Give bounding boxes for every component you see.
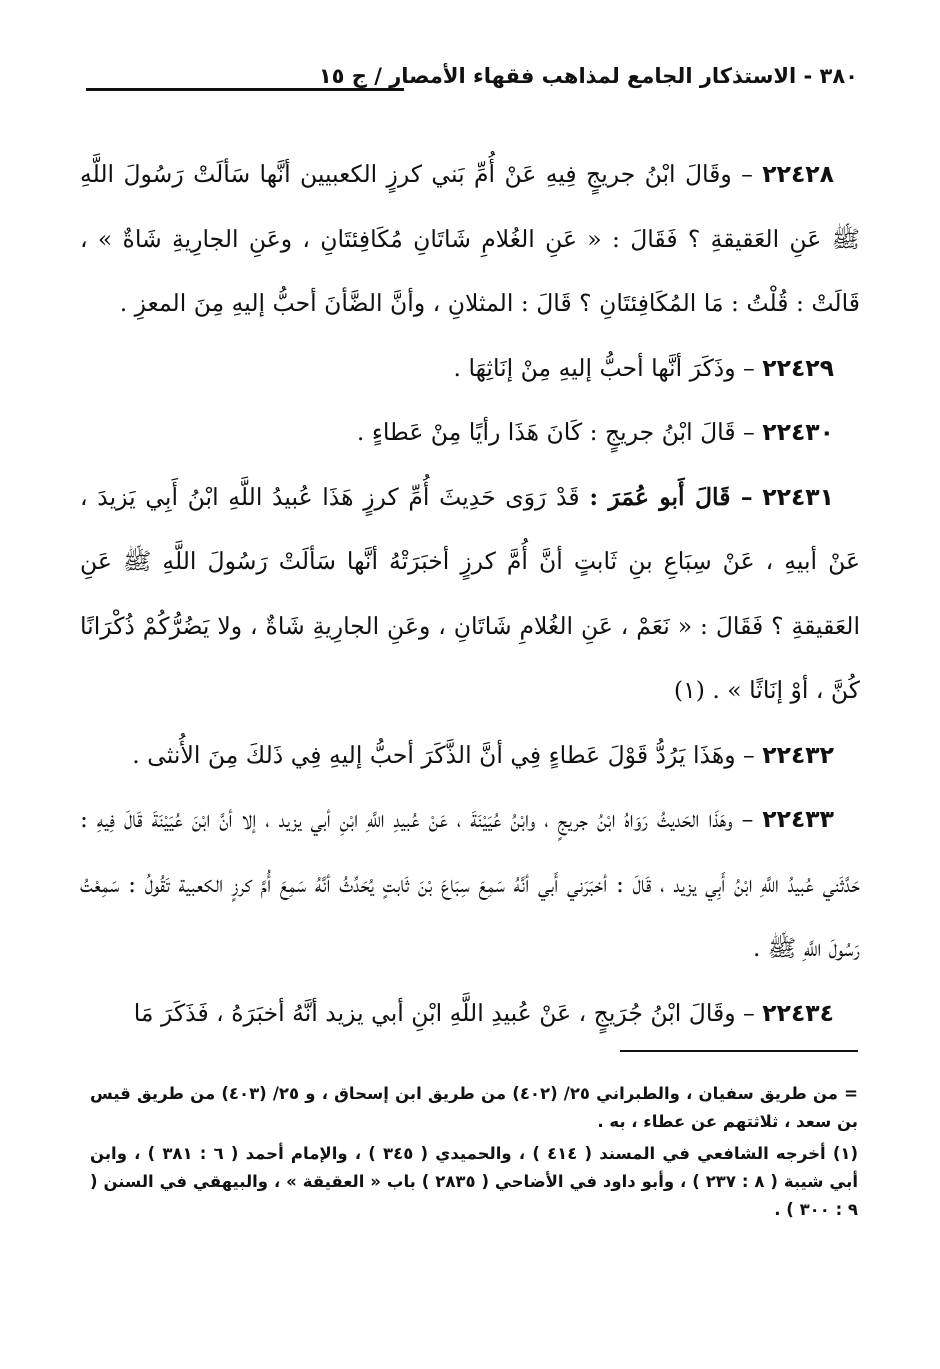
footnote-continuation: = من طريق سفيان ، والطبراني ٢٥/ (٤٠٢) من طريق ابن إسحاق ، و ٢٥/ (٤٠٣) من طريق قيس بن سعد ، ثلاثتهم عن عطاء ، به . [90,1084,859,1131]
paragraph-number: ٢٢٤٣٣ [762,805,834,833]
paragraph-22430 [80,400,860,465]
header-title: ٣٨٠ - الاستذكار الجامع لمذاهب فقهاء الأمصار / ج ١٥ [318,64,858,88]
paragraph-text: – قَالَ ابْنُ جريجٍ : كَانَ هَذَا رأيًا مِنْ عَطاءٍ . [356,418,755,446]
paragraph-text: – وهَذَا يَرُدُّ قَوْلَ عَطاءٍ فِي أنَّ الذَّكَرَ أحبُّ إليهِ فِي ذَلكَ مِنَ الأُنثى . [132,740,755,769]
paragraph-number: ٢٢٤٣١ [762,482,834,511]
paragraph-text: – وقَالَ ابْنُ جُرَيجٍ ، عَنْ عُبيدِ اللَّهِ ابْنِ أبي يزيد أنَّهُ أخبَرَهُ ، فَذَكَرَ مَا [133,998,755,1027]
footnote-1: (١) أخرجه الشافعي في المسند ( ٤١٤ ) ، والحميدي ( ٣٤٥ ) ، والإمام أحمد ( ٦ : ٣٨١ ) ، وابن أبي شيبة ( ٨ : ٢٣٧ ) ، وأبو داود في الأضاحي ( ٢٨٣٥ ) باب « العقيقة » ، والبيهقي في السنن ( ٩ : ٣٠٠ ) . [90,1144,858,1219]
paragraph-number: ٢٢٤٣٠ [762,418,834,446]
paragraph-lead: – قَالَ أَبو عُمَرَ : [589,482,753,511]
paragraph-number: ٢٢٤٣٢ [762,740,834,769]
paragraph-text: – وذَكَرَ أنَّها أحبُّ إليهِ مِنْ إنَاثِهَا . [453,353,755,382]
paragraph-22434 [80,981,860,1046]
paragraph-22432 [80,723,860,788]
paragraph-text: – وقَالَ ابْنُ جريجٍ فِيهِ عَنْ أُمِّ بَني كرزٍ الكعبيين أنَّها سَألَتْ رَسُولَ اللَّهِ ﷺ عَنِ العَقيقةِ ؟ فَقَالَ : « عَنِ الغُلامِ شَاتَانِ مُكَافِئتَانِ ، وعَنِ الجارِيةِ شَاةٌ » ، قَالَتْ : قُلْتُ : مَا المُكَافِئتَانِ ؟ قَالَ : المثلانِ ، وأنَّ الضَّأنَ أحبُّ إليهِ مِنَ المعزِ . [80,160,860,317]
paragraph-text: – وهَذَا الحَديثُ رَوَاهُ ابْنُ جريجٍ ، وابْنُ عُيَيْنَةَ ، عَنْ عُبيدِ اللَّهِ ابْنِ أبي يزيد ، إلا أنَّ ابْنَ عُيَيْنَةَ قَالَ فِيهِ : حَدَّثَني عُبيدُ اللَّهِ ابْنُ أَبِي يزيد ، قَالَ : أخبَرَني أَبي أنَّهُ سَمِعَ سِبَاعَ بْنَ ثَابتٍ يُحَدِّثُ أنَّهُ سَمِعَ أُمَّ كرزٍ الكعبية تَقُولُ : سَمِعْتُ رَسُولَ اللَّهِ ﷺ . [80,805,860,962]
paragraph-22433 [80,787,860,981]
header-rule [86,88,404,91]
paragraph-22431 [80,465,860,723]
paragraph-22428 [80,142,860,336]
paragraph-text: قَدْ رَوَى حَدِيثَ أُمِّ كرزٍ هَذَا عُبيدُ اللَّهِ ابْنُ أَبِي يَزيدَ ، عَنْ أبيهِ ، عَنْ سِبَاعِ بنِ ثَابتٍ أنَّ أُمَّ كرزٍ أخبَرَتْهُ أنَّها سَألَتْ رَسُولَ اللَّهِ ﷺ عَنِ العَقيقةِ ؟ فَقَالَ : « نَعَمْ ، عَنِ الغُلامِ شَاتَانِ ، وعَنِ الجارِيةِ شَاةٌ ، ولا يَضُرُّكُمْ ذُكْرَانًا كُنَّ ، أوْ إنَاثًا » . (١) [80,482,860,704]
footnote-rule [620,1050,858,1052]
footnotes [90,1080,858,1226]
main-text [80,142,860,1045]
paragraph-22429 [80,336,860,401]
running-header [86,58,858,102]
paragraph-number: ٢٢٤٢٨ [762,160,834,188]
paragraph-number: ٢٢٤٣٤ [762,998,834,1027]
paragraph-number: ٢٢٤٢٩ [762,353,834,382]
